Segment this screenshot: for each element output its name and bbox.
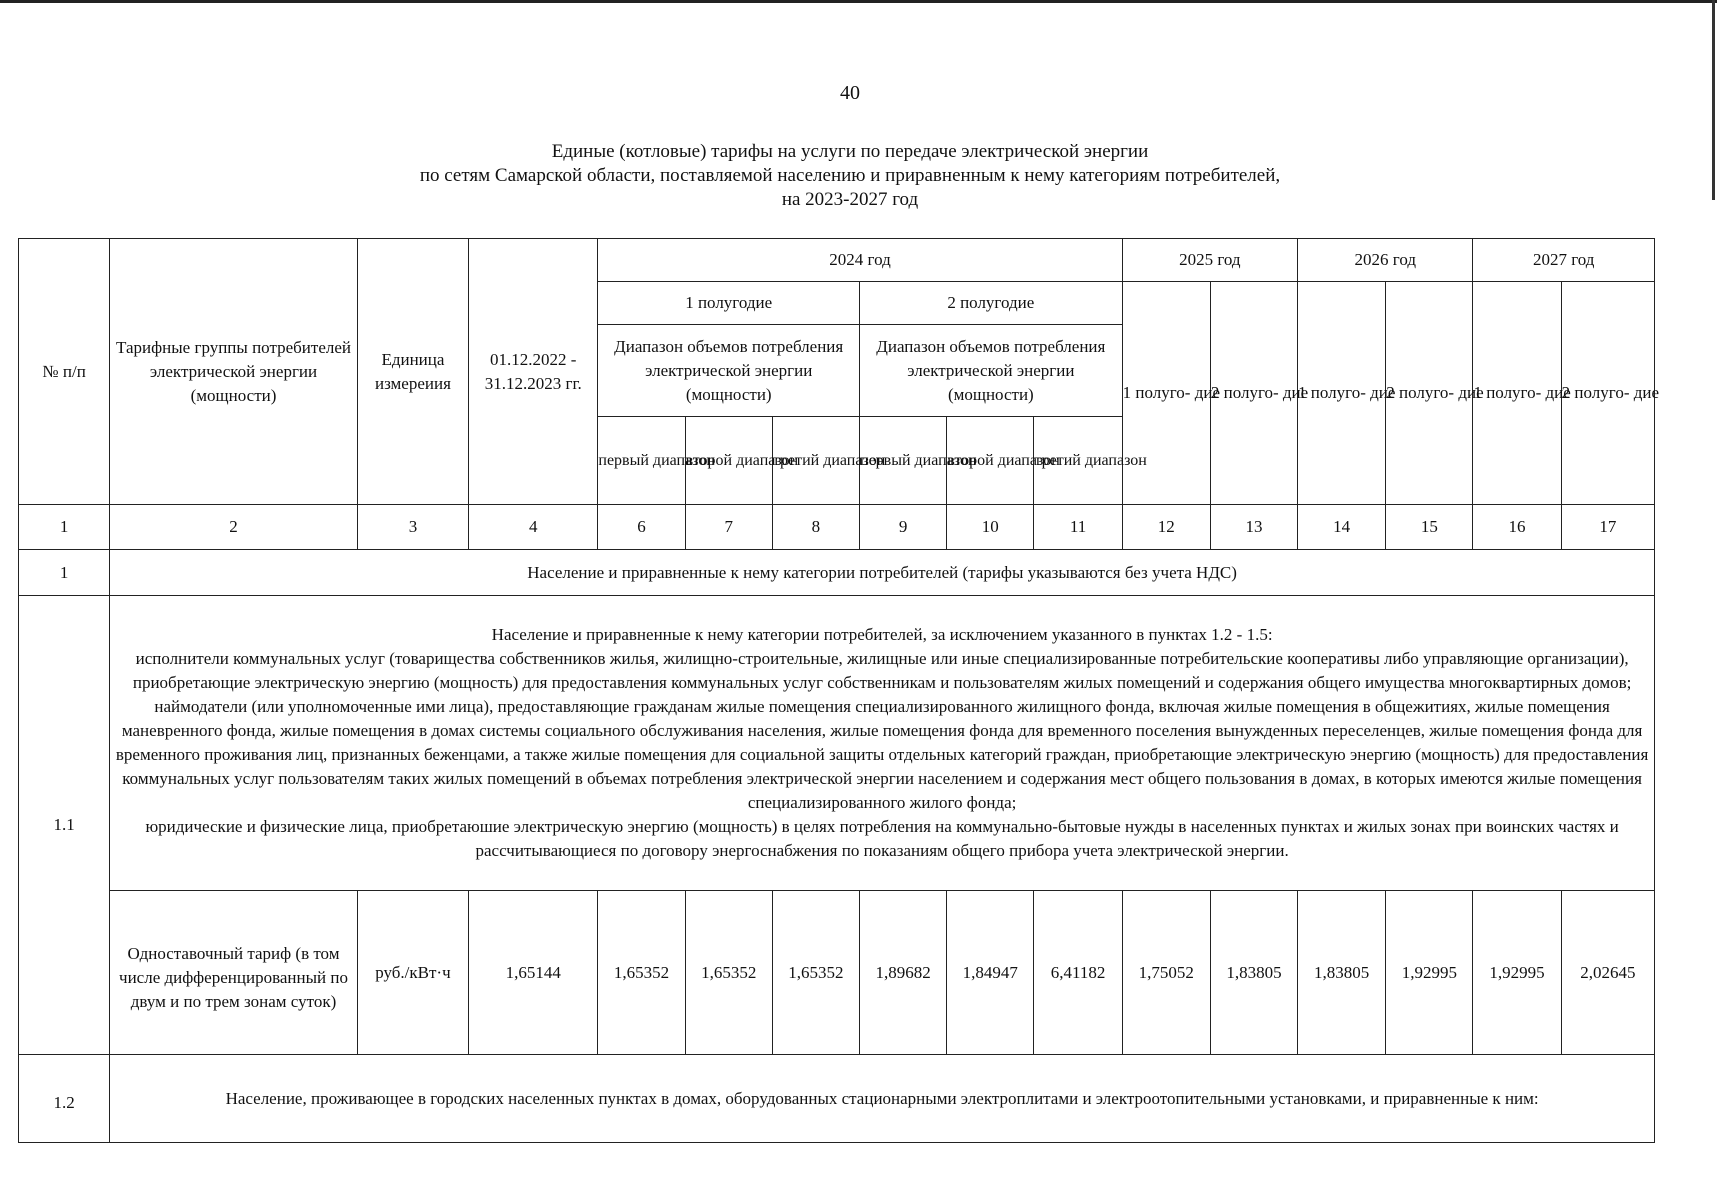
tariff-value-2023: 1,65144 [469, 891, 598, 1055]
section-1-1-description [110, 596, 1655, 891]
tariff-value-2025-h1: 1,75052 [1122, 891, 1210, 1055]
header-2024-half1-range: Диапазон объемов потребления электрической энергии (мощности) [598, 325, 860, 417]
column-number: 1 [19, 505, 110, 550]
column-number: 10 [947, 505, 1034, 550]
tariff-value-2026-h2: 1,92995 [1386, 891, 1473, 1055]
header-half1-range-second: второй диапазон [685, 417, 772, 505]
column-number: 12 [1122, 505, 1210, 550]
header-half2-range-first: первый диапазон [860, 417, 947, 505]
column-number: 16 [1473, 505, 1561, 550]
header-half1-range-first: первый диапазон [598, 417, 685, 505]
tariff-value-2025-h2: 1,83805 [1210, 891, 1297, 1055]
tariff-value-2024-h1-second: 1,65352 [685, 891, 772, 1055]
section-1-title: Население и приравненные к нему категории потребителей (тарифы указываются без учета НДС) [110, 550, 1655, 596]
column-number-row [19, 505, 1655, 550]
column-number: 17 [1561, 505, 1654, 550]
tariff-value-2024-h1-first: 1,65352 [598, 891, 685, 1055]
column-number: 8 [772, 505, 859, 550]
header-year-2027: 2027 год [1473, 239, 1655, 282]
section-1-2-num: 1.2 [19, 1055, 110, 1143]
title-line-1: Единые (котловые) тарифы на услуги по передаче электрической энергии [551, 141, 1149, 162]
column-number: 6 [598, 505, 685, 550]
section-1-row [19, 550, 1655, 596]
header-num: № п/п [19, 239, 110, 505]
section-1-num: 1 [19, 550, 110, 596]
column-number: 3 [357, 505, 468, 550]
column-number: 2 [110, 505, 358, 550]
header-tariff-group: Тарифные группы потребителей электрической энергии (мощности) [110, 239, 358, 505]
header-2026-half1: 1 полуго- дие [1298, 282, 1386, 505]
right-border-line [1712, 0, 1715, 200]
title-line-3: на 2023-2027 год [781, 189, 919, 210]
section-1-2-description: Население, проживающее в городских населенных пунктах в домах, оборудованных стационарными электроплитами и электроотопительными установками, и приравненные к ним: [110, 1055, 1655, 1143]
header-half2-range-third: третий диапазон [1034, 417, 1122, 505]
header-2025-half1: 1 полуго- дие [1122, 282, 1210, 505]
section-1-1-paragraph-1: Население и приравненные к нему категории потребителей, за исключением указанного в пунктах 1.2 - 1.5: [491, 625, 1273, 644]
header-2024-half1: 1 полугодие [598, 282, 860, 325]
header-half1-range-third: третий диапазон [772, 417, 859, 505]
section-1-1-num: 1.1 [19, 596, 110, 1055]
document-title [0, 140, 1700, 212]
header-2024-half2-range: Диапазон объемов потребления электрической энергии (мощности) [860, 325, 1123, 417]
title-line-2: по сетям Самарской области, поставляемой населению и приравненным к нему категориям потребителей, [419, 165, 1281, 186]
section-1-1-row [19, 596, 1655, 891]
column-number: 13 [1210, 505, 1297, 550]
header-unit: Единица измереиия [357, 239, 468, 505]
section-1-1-paragraph-3: юридические и физические лица, приобретаюшие электрическую энергию (мощность) в целях потребления на коммунально-бытовые нужды в населенных пунктах и жилых зонах при воинских частях и рассчитывающиеся по договору энергоснабжения по показаниям общего прибора учета электрической энергии. [145, 817, 1619, 860]
header-2027-half2: 2 полуго- дие [1561, 282, 1654, 505]
column-number: 4 [469, 505, 598, 550]
column-number: 14 [1298, 505, 1386, 550]
header-2027-half1: 1 полуго- дие [1473, 282, 1561, 505]
header-2025-half2: 2 полуго- дие [1210, 282, 1297, 505]
tariff-value-2024-h1-third: 1,65352 [772, 891, 859, 1055]
tariff-values-row [19, 891, 1655, 1055]
header-period-2023: 01.12.2022 - 31.12.2023 гг. [469, 239, 598, 505]
tariff-value-2024-h2-first: 1,89682 [860, 891, 947, 1055]
tariff-value-2024-h2-third: 6,41182 [1034, 891, 1122, 1055]
column-number: 9 [860, 505, 947, 550]
column-number: 7 [685, 505, 772, 550]
section-1-1-paragraph-2: исполнители коммунальных услуг (товарищества собственников жилья, жилищно-строительные, жилищные или иные специализированные потребительские кооперативы либо управляющие организации), приобретающие электрическую энергию (мощность) для предоставления коммунальных услуг собственникам и пользователям жилых помещений и содержания общего имущества многоквартирных домов; наймодатели (или уполномоченные ими лица), предоставляющие гражданам жилые помещения специализированного жилищного фонда, включая жилые помещения в общежитиях, жилые помещения маневренного фонда, жилые помещения в домах системы социального обслуживания населения, жилые помещения фонда для временного поселения вынужденных переселенцев, жилые помещения фонда для временного проживания лиц, признанных беженцами, а также жилые помещения для социальной защиты отдельных категорий граждан, приобретающие электрическую энергию (мощность) для предоставления коммунальных услуг пользователям таких жилых помещений в объемах потребления электрической энергии населением и содержания мест общего пользования в домах, в которых имеются жилые помещения специализированного жилого фонда; [115, 649, 1649, 812]
column-number: 11 [1034, 505, 1122, 550]
header-year-2024: 2024 год [598, 239, 1122, 282]
tariff-row-unit: руб./кВт·ч [357, 891, 468, 1055]
tariff-value-2027-h1: 1,92995 [1473, 891, 1561, 1055]
page-number: 40 [840, 82, 860, 104]
header-half2-range-second: второй диапазон [947, 417, 1034, 505]
header-year-2025: 2025 год [1122, 239, 1297, 282]
tariff-row-label: Одноставочный тариф (в том числе дифференцированный по двум и по трем зонам суток) [110, 891, 358, 1055]
top-border-line [0, 0, 1717, 3]
column-number: 15 [1386, 505, 1473, 550]
header-year-2026: 2026 год [1298, 239, 1473, 282]
header-2026-half2: 2 полуго- дие [1386, 282, 1473, 505]
tariff-table [18, 238, 1660, 1143]
header-2024-half2: 2 полугодие [860, 282, 1123, 325]
section-1-2-row [19, 1055, 1655, 1143]
tariff-value-2024-h2-second: 1,84947 [947, 891, 1034, 1055]
tariff-value-2027-h2: 2,02645 [1561, 891, 1654, 1055]
tariff-value-2026-h1: 1,83805 [1298, 891, 1386, 1055]
